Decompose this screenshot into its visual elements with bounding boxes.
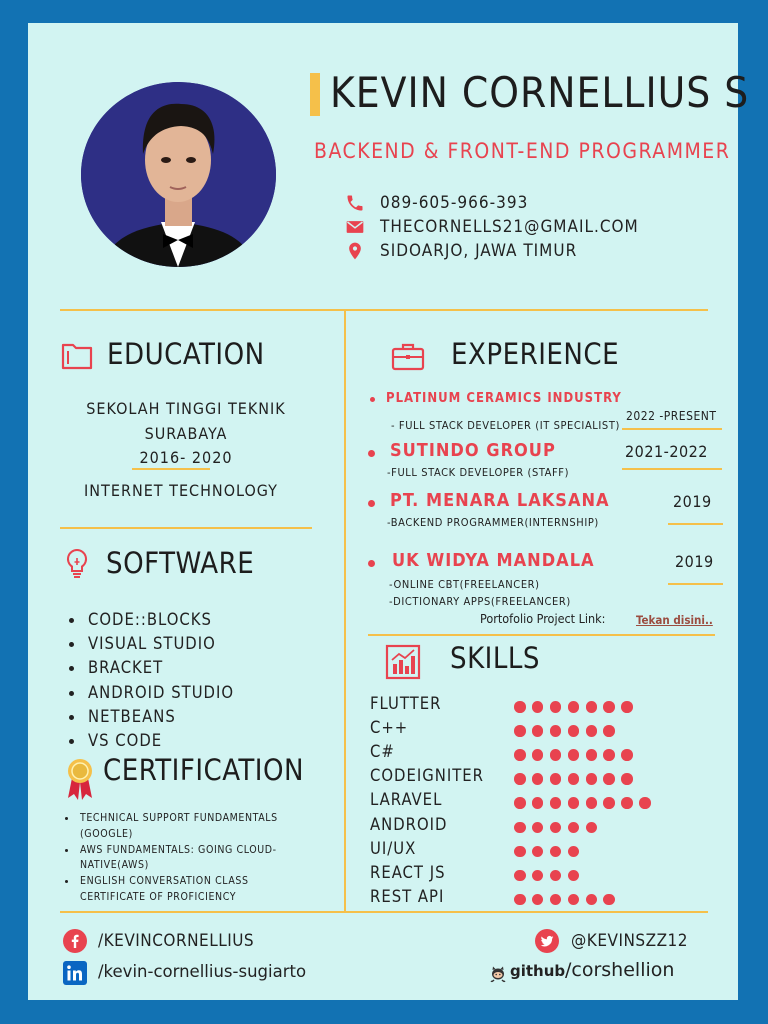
skill-dot bbox=[532, 870, 544, 882]
profile-photo bbox=[81, 82, 276, 267]
name-accent-bar bbox=[310, 73, 320, 116]
skill-level-dots bbox=[514, 894, 615, 906]
skill-dot bbox=[586, 701, 598, 713]
skill-dot bbox=[603, 701, 615, 713]
skills-title: SKILLS bbox=[450, 641, 540, 675]
contact-location bbox=[345, 241, 577, 261]
facebook-icon[interactable] bbox=[63, 929, 87, 957]
school-name-line1: SEKOLAH TINGGI TEKNIK bbox=[86, 399, 286, 418]
skill-dot bbox=[514, 846, 526, 858]
skill-dot bbox=[550, 749, 562, 761]
certification-title: CERTIFICATION bbox=[103, 753, 305, 787]
date-underline bbox=[668, 523, 723, 525]
job-company: PLATINUM CERAMICS INDUSTRY bbox=[386, 391, 622, 406]
job-company: UK WIDYA MANDALA bbox=[392, 550, 595, 571]
skill-name: FLUTTER bbox=[370, 694, 442, 713]
skill-dot bbox=[568, 773, 580, 785]
skill-dot bbox=[514, 797, 526, 809]
skill-dot bbox=[568, 749, 580, 761]
skill-name: REACT JS bbox=[370, 862, 446, 882]
skill-name: REST API bbox=[370, 886, 445, 906]
skill-dot bbox=[532, 894, 544, 906]
skill-dot bbox=[532, 773, 544, 785]
skill-dot bbox=[586, 822, 598, 834]
skill-dot bbox=[550, 725, 562, 737]
skill-dot bbox=[514, 894, 526, 906]
job-role: - FULL STACK DEVELOPER (IT SPECIALIST) bbox=[391, 419, 620, 432]
job-bullet bbox=[370, 397, 375, 402]
briefcase-icon bbox=[390, 338, 426, 378]
twitter-handle[interactable]: @KEVINSZZ12 bbox=[571, 931, 689, 951]
github-octocat-icon bbox=[488, 964, 508, 988]
skill-dot bbox=[532, 701, 544, 713]
job-company: SUTINDO GROUP bbox=[390, 440, 556, 461]
job-bullet bbox=[368, 450, 375, 457]
skill-dot bbox=[550, 846, 562, 858]
skill-name: CODEIGNITER bbox=[370, 766, 484, 786]
github-handle[interactable]: /corshellion bbox=[565, 959, 675, 981]
software-list bbox=[64, 608, 234, 753]
skill-dot bbox=[603, 894, 615, 906]
certification-list bbox=[60, 811, 308, 906]
skill-dot bbox=[550, 701, 562, 713]
facebook-handle[interactable]: /KEVINCORNELLIUS bbox=[98, 931, 255, 951]
list-item: TECHNICAL SUPPORT FUNDAMENTALS (GOOGLE) bbox=[60, 811, 308, 843]
linkedin-icon[interactable] bbox=[63, 961, 87, 989]
skill-dot bbox=[603, 749, 615, 761]
list-item: ANDROID STUDIO bbox=[64, 681, 234, 705]
github-wordmark: github bbox=[510, 962, 566, 980]
skill-dot bbox=[568, 797, 580, 809]
skill-dot bbox=[603, 773, 615, 785]
date-underline bbox=[622, 428, 722, 430]
job-role: BACKEND & FRONT-END PROGRAMMER bbox=[314, 139, 731, 163]
skill-dot bbox=[586, 797, 598, 809]
skill-dot bbox=[586, 773, 598, 785]
phone-number[interactable]: 089-605-966-393 bbox=[380, 193, 529, 213]
skill-level-dots bbox=[514, 870, 579, 882]
education-years: 2016- 2020 bbox=[139, 448, 233, 467]
skill-name: UI/UX bbox=[370, 838, 417, 858]
job-bullet bbox=[368, 560, 375, 567]
skill-level-dots bbox=[514, 749, 633, 761]
skill-dot bbox=[550, 870, 562, 882]
skill-dot bbox=[603, 725, 615, 737]
medal-icon bbox=[64, 758, 96, 806]
column-divider bbox=[344, 310, 346, 912]
skill-dot bbox=[550, 773, 562, 785]
footer-divider bbox=[60, 911, 708, 913]
phone-icon bbox=[345, 193, 365, 213]
portfolio-label: Portofolio Project Link: bbox=[480, 611, 606, 626]
list-item: BRACKET bbox=[64, 656, 234, 680]
skill-level-dots bbox=[514, 822, 597, 834]
skill-level-dots bbox=[514, 725, 615, 737]
contact-phone bbox=[345, 193, 528, 213]
job-role: -ONLINE CBT(FREELANCER) bbox=[389, 578, 540, 591]
linkedin-handle[interactable]: /kevin-cornellius-sugiarto bbox=[98, 962, 307, 981]
skill-dot bbox=[621, 701, 633, 713]
skill-dot bbox=[621, 773, 633, 785]
lightbulb-icon bbox=[59, 546, 95, 586]
job-company: PT. MENARA LAKSANA bbox=[390, 490, 610, 511]
skill-dot bbox=[621, 749, 633, 761]
skill-dot bbox=[586, 894, 598, 906]
skill-dot bbox=[514, 822, 526, 834]
twitter-icon[interactable] bbox=[535, 929, 559, 957]
list-item: NETBEANS bbox=[64, 705, 234, 729]
school-name-line2: SURABAYA bbox=[144, 423, 228, 443]
email-icon bbox=[345, 217, 365, 237]
skill-dot bbox=[532, 822, 544, 834]
date-underline bbox=[668, 583, 723, 585]
experience-divider bbox=[368, 634, 715, 636]
skill-dot bbox=[568, 846, 580, 858]
job-role: -BACKEND PROGRAMMER(INTERNSHIP) bbox=[387, 516, 599, 529]
skill-name: ANDROID bbox=[370, 814, 448, 834]
skill-dot bbox=[514, 749, 526, 761]
years-underline bbox=[132, 468, 210, 470]
skill-dot bbox=[514, 773, 526, 785]
skill-level-dots bbox=[514, 846, 579, 858]
portfolio-link[interactable]: Tekan disini.. bbox=[636, 613, 713, 627]
header-divider bbox=[60, 309, 708, 311]
skill-dot bbox=[532, 846, 544, 858]
job-date: 2019 bbox=[673, 492, 712, 511]
skill-dot bbox=[550, 894, 562, 906]
skill-dot bbox=[568, 870, 580, 882]
list-item: ENGLISH CONVERSATION CLASS CERTIFICATE OF PROFICIENCY bbox=[60, 874, 308, 906]
skill-dot bbox=[532, 725, 544, 737]
education-divider bbox=[60, 527, 312, 529]
skill-dot bbox=[568, 822, 580, 834]
list-item: VISUAL STUDIO bbox=[64, 632, 234, 656]
location-text: SIDOARJO, JAWA TIMUR bbox=[380, 241, 578, 261]
skill-level-dots bbox=[514, 773, 633, 785]
contact-email bbox=[345, 217, 639, 237]
skill-dot bbox=[586, 725, 598, 737]
email-address[interactable]: THECORNELLS21@GMAIL.COM bbox=[380, 217, 639, 237]
folder-icon bbox=[59, 338, 95, 378]
skill-dot bbox=[550, 822, 562, 834]
skill-dot bbox=[514, 701, 526, 713]
skill-dot bbox=[603, 797, 615, 809]
date-underline bbox=[622, 468, 722, 470]
job-date: 2021-2022 bbox=[625, 442, 708, 461]
skill-dot bbox=[568, 894, 580, 906]
education-details bbox=[60, 397, 312, 471]
skill-dot bbox=[568, 701, 580, 713]
skill-name: C# bbox=[370, 742, 395, 762]
list-item: CODE::BLOCKS bbox=[64, 608, 234, 632]
education-title: EDUCATION bbox=[107, 337, 265, 371]
skill-dot bbox=[586, 749, 598, 761]
skill-dot bbox=[532, 749, 544, 761]
location-pin-icon bbox=[345, 241, 365, 261]
experience-title: EXPERIENCE bbox=[451, 337, 620, 371]
skill-dot bbox=[568, 725, 580, 737]
skill-dot bbox=[621, 797, 633, 809]
job-date: 2019 bbox=[675, 552, 714, 571]
bar-chart-icon bbox=[385, 644, 421, 684]
skill-dot bbox=[639, 797, 651, 809]
job-role-2: -DICTIONARY APPS(FREELANCER) bbox=[389, 595, 571, 608]
skill-dot bbox=[514, 870, 526, 882]
skill-dot bbox=[532, 797, 544, 809]
skill-name: LARAVEL bbox=[370, 790, 443, 810]
job-date: 2022 -PRESENT bbox=[626, 409, 717, 423]
job-role: -FULL STACK DEVELOPER (STAFF) bbox=[387, 466, 570, 479]
list-item: AWS FUNDAMENTALS: GOING CLOUD-NATIVE(AWS) bbox=[60, 843, 308, 875]
software-title: SOFTWARE bbox=[106, 546, 255, 580]
education-major: INTERNET TECHNOLOGY bbox=[84, 481, 278, 500]
skill-level-dots bbox=[514, 797, 651, 809]
skill-name: C++ bbox=[370, 718, 409, 738]
list-item: VS CODE bbox=[64, 729, 234, 753]
job-bullet bbox=[368, 500, 375, 507]
full-name: KEVIN CORNELLIUS S bbox=[330, 68, 750, 117]
skill-dot bbox=[514, 725, 526, 737]
skill-dot bbox=[550, 797, 562, 809]
skill-level-dots bbox=[514, 701, 633, 713]
